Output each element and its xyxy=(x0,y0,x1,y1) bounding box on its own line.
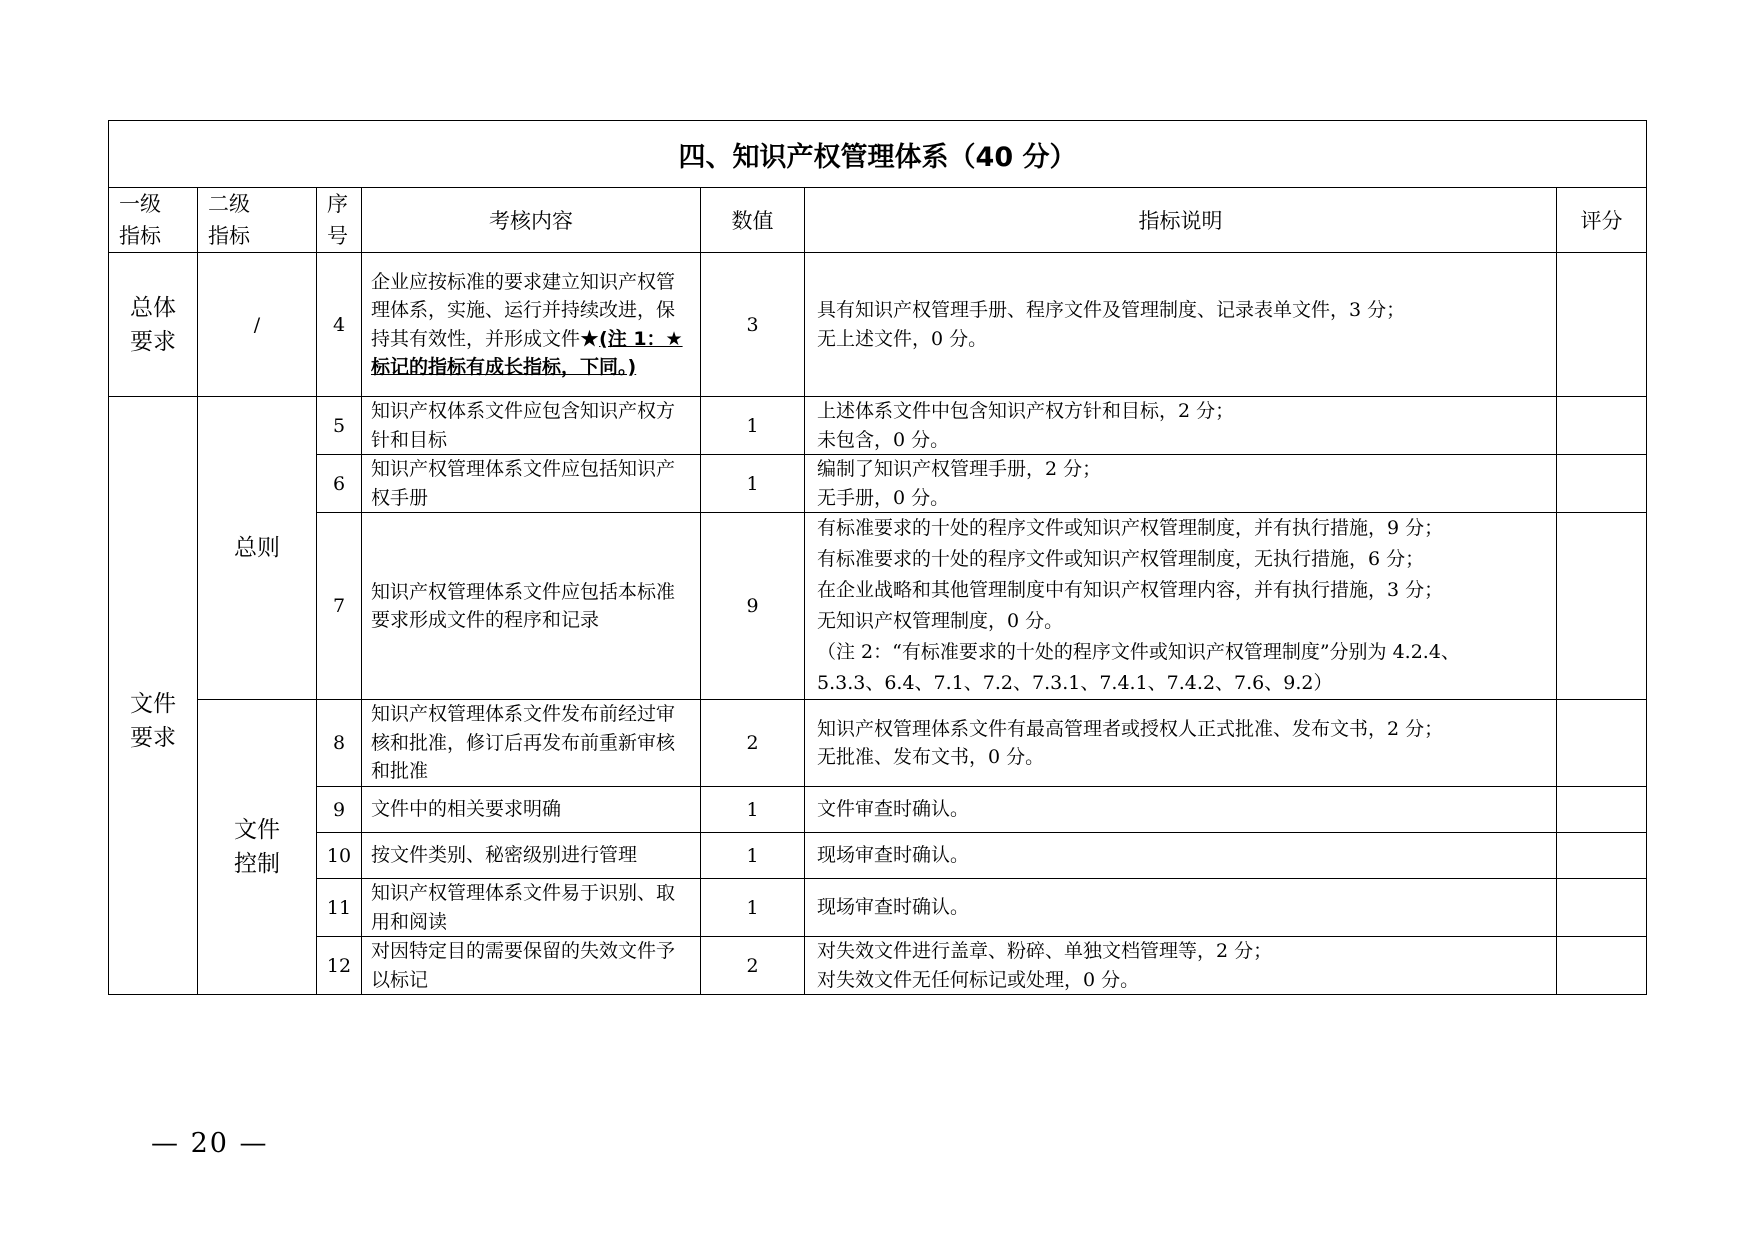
table-row xyxy=(109,455,1647,513)
header-value: 数值 xyxy=(701,188,805,253)
row-value: 1 xyxy=(701,455,805,513)
row-score xyxy=(1557,455,1647,513)
row-seq: 10 xyxy=(317,833,362,879)
header-score: 评分 xyxy=(1557,188,1647,253)
star-icon: ★ xyxy=(580,327,600,350)
row-seq: 6 xyxy=(317,455,362,513)
row-desc: 现场审查时确认。 xyxy=(805,879,1557,937)
category-file-req: 文件 要求 xyxy=(109,397,198,995)
table-row xyxy=(109,253,1647,397)
row-score xyxy=(1557,253,1647,397)
row-score xyxy=(1557,879,1647,937)
header-level2: 二级 指标 xyxy=(198,188,317,253)
row-score xyxy=(1557,937,1647,995)
header-row xyxy=(109,188,1647,253)
row-value: 2 xyxy=(701,700,805,787)
row-seq: 7 xyxy=(317,513,362,700)
row-seq: 11 xyxy=(317,879,362,937)
row-seq: 8 xyxy=(317,700,362,787)
subcategory-none: / xyxy=(198,253,317,397)
row-value: 1 xyxy=(701,879,805,937)
row-desc: 编制了知识产权管理手册，2 分； 无手册，0 分。 xyxy=(805,455,1557,513)
row-value: 9 xyxy=(701,513,805,700)
subcategory-file-ctrl: 文件 控制 xyxy=(198,700,317,995)
row-value: 2 xyxy=(701,937,805,995)
row-score xyxy=(1557,700,1647,787)
table-row xyxy=(109,879,1647,937)
row-note: (注 1：★标记的指标有成长指标，下同。) xyxy=(371,327,683,378)
row-score xyxy=(1557,787,1647,833)
row-desc: 知识产权管理体系文件有最高管理者或授权人正式批准、发布文书，2 分； 无批准、发布文书，0 分。 xyxy=(805,700,1557,787)
row-content: 知识产权管理体系文件发布前经过审核和批准，修订后再发布前重新审核和批准 xyxy=(362,700,701,787)
row-score xyxy=(1557,833,1647,879)
row-desc: 上述体系文件中包含知识产权方针和目标，2 分； 未包含，0 分。 xyxy=(805,397,1557,455)
row-content: 知识产权管理体系文件应包括本标准要求形成文件的程序和记录 xyxy=(362,513,701,700)
row-content: 企业应按标准的要求建立知识产权管理体系，实施、运行并持续改进，保持其有效性，并形成文件★(注 1：★标记的指标有成长指标，下同。) xyxy=(362,253,701,397)
assessment-table xyxy=(108,120,1647,995)
row-content: 知识产权体系文件应包含知识产权方针和目标 xyxy=(362,397,701,455)
row-content: 知识产权管理体系文件易于识别、取用和阅读 xyxy=(362,879,701,937)
table-row xyxy=(109,787,1647,833)
header-level1: 一级 指标 xyxy=(109,188,198,253)
row-content: 文件中的相关要求明确 xyxy=(362,787,701,833)
subcategory-general: 总则 xyxy=(198,397,317,700)
row-seq: 4 xyxy=(317,253,362,397)
table-row xyxy=(109,700,1647,787)
row-desc: 现场审查时确认。 xyxy=(805,833,1557,879)
row-score xyxy=(1557,397,1647,455)
row-value: 1 xyxy=(701,397,805,455)
row-value: 1 xyxy=(701,833,805,879)
row-seq: 5 xyxy=(317,397,362,455)
category-overall: 总体 要求 xyxy=(109,253,198,397)
header-content: 考核内容 xyxy=(362,188,701,253)
table-row xyxy=(109,833,1647,879)
header-desc: 指标说明 xyxy=(805,188,1557,253)
row-desc: 具有知识产权管理手册、程序文件及管理制度、记录表单文件，3 分； 无上述文件，0 分。 xyxy=(805,253,1557,397)
row-desc: 有标准要求的十处的程序文件或知识产权管理制度，并有执行措施，9 分； 有标准要求的十处的程序文件或知识产权管理制度，无执行措施，6 分； 在企业战略和其他管理制度中有知识产权管理内容，并有执行措施，3 分； 无知识产权管理制度，0 分。 （注 2：“有标准要求的十处的程序文件或知识产权管理制度”分别为 4.2.4、 5.3.3、6.4、7.1、7.2、7.3.1、7.4.1、7.4.2、7.6、9.2） xyxy=(805,513,1557,700)
row-content: 对因特定目的需要保留的失效文件予以标记 xyxy=(362,937,701,995)
row-score xyxy=(1557,513,1647,700)
table-row xyxy=(109,397,1647,455)
page-number: — 20 — xyxy=(151,1128,269,1159)
row-value: 1 xyxy=(701,787,805,833)
header-seq: 序 号 xyxy=(317,188,362,253)
table-row xyxy=(109,937,1647,995)
row-seq: 9 xyxy=(317,787,362,833)
row-content: 按文件类别、秘密级别进行管理 xyxy=(362,833,701,879)
row-content: 知识产权管理体系文件应包括知识产权手册 xyxy=(362,455,701,513)
row-value: 3 xyxy=(701,253,805,397)
row-seq: 12 xyxy=(317,937,362,995)
row-desc: 对失效文件进行盖章、粉碎、单独文档管理等，2 分； 对失效文件无任何标记或处理，0 分。 xyxy=(805,937,1557,995)
table-row xyxy=(109,513,1647,700)
table-title: 四、知识产权管理体系（40 分） xyxy=(109,121,1647,188)
row-desc: 文件审查时确认。 xyxy=(805,787,1557,833)
